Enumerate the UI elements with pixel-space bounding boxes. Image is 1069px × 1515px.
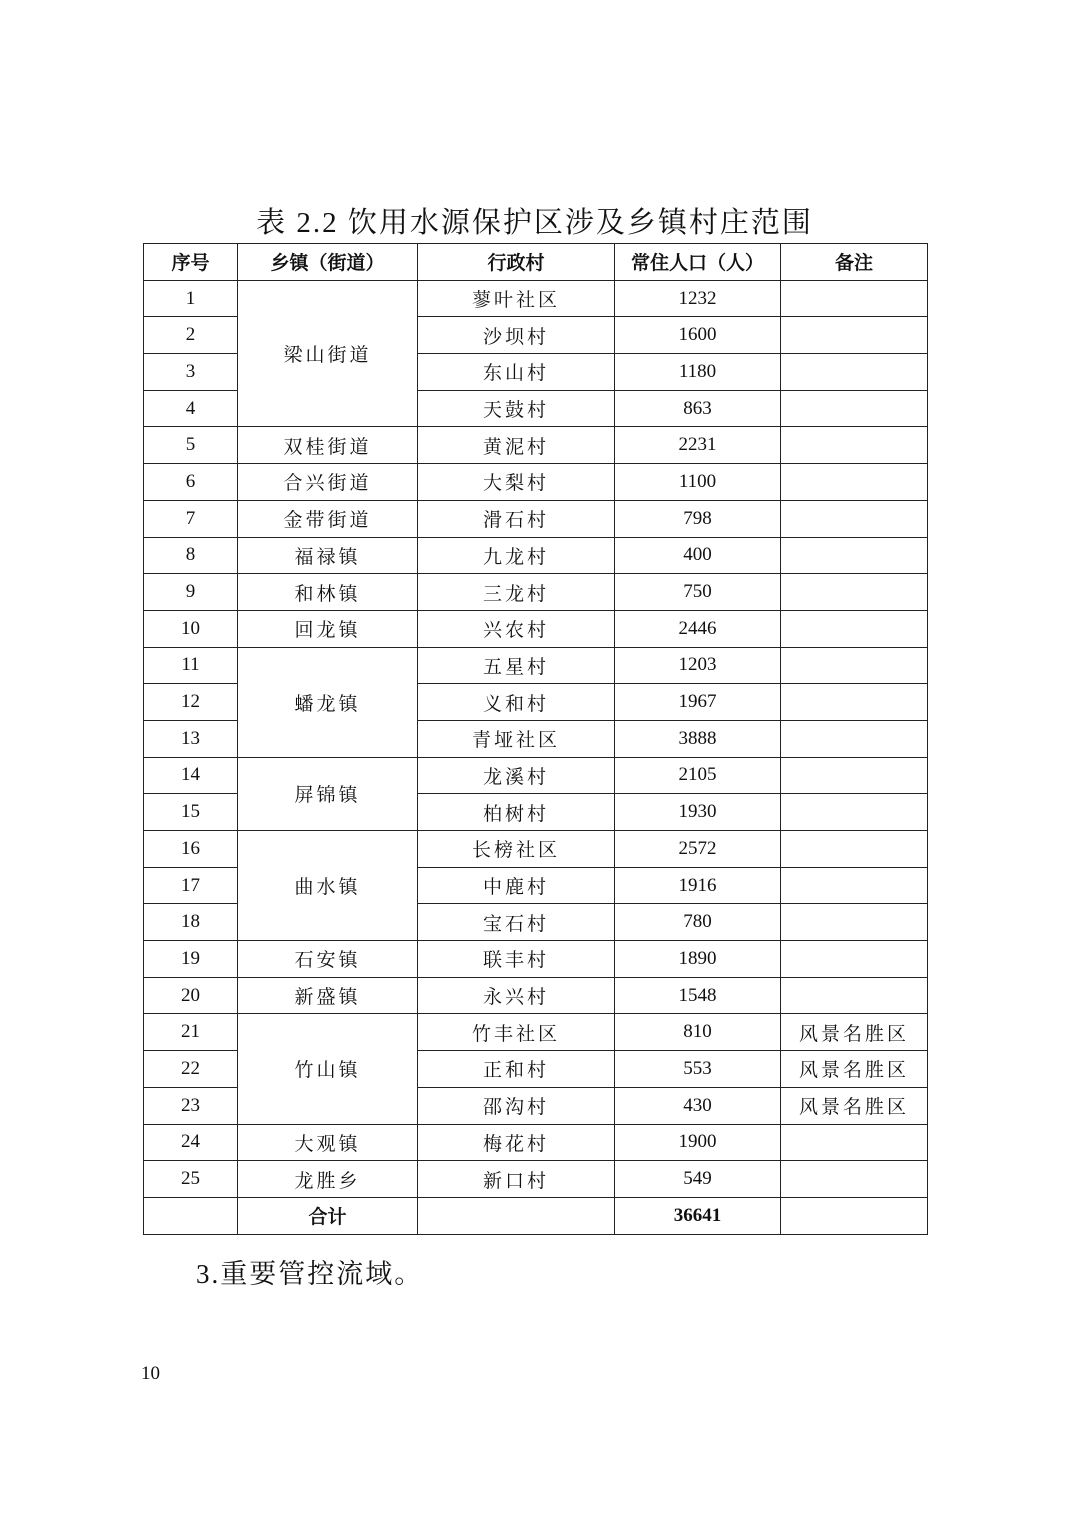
cell-note [781,427,928,464]
cell-population: 1967 [615,684,781,721]
cell-no: 17 [144,867,238,904]
cell-village: 三龙村 [418,574,615,611]
header-note: 备注 [781,244,928,281]
table-row [144,977,928,1014]
cell-village: 新口村 [418,1161,615,1198]
cell-no: 21 [144,1014,238,1051]
cell-population: 863 [615,390,781,427]
table-row [144,831,928,868]
header-no: 序号 [144,244,238,281]
cell-note [781,977,928,1014]
cell-town: 和林镇 [238,574,418,611]
cell-note [781,317,928,354]
cell-town: 双桂街道 [238,427,418,464]
cell-village: 蓼叶社区 [418,280,615,317]
cell-population: 798 [615,500,781,537]
cell-no: 5 [144,427,238,464]
cell-town: 龙胜乡 [238,1161,418,1198]
header-population: 常住人口（人） [615,244,781,281]
cell-no: 20 [144,977,238,1014]
cell-population: 400 [615,537,781,574]
table-row [144,941,928,978]
cell-no: 19 [144,941,238,978]
cell-note [781,464,928,501]
cell-town: 福禄镇 [238,537,418,574]
table-row [144,1161,928,1198]
cell-population: 2105 [615,757,781,794]
cell-village [418,1197,615,1234]
cell-note [781,390,928,427]
cell-village: 龙溪村 [418,757,615,794]
cell-note [781,610,928,647]
cell-village: 青垭社区 [418,720,615,757]
table-row [144,1124,928,1161]
cell-note [781,941,928,978]
cell-village: 滑石村 [418,500,615,537]
cell-town: 新盛镇 [238,977,418,1014]
cell-village: 竹丰社区 [418,1014,615,1051]
cell-town: 蟠龙镇 [238,647,418,757]
section-heading: 3.重要管控流域。 [196,1259,424,1289]
cell-no: 9 [144,574,238,611]
cell-no: 2 [144,317,238,354]
table-row [144,427,928,464]
cell-village: 正和村 [418,1051,615,1088]
table-row [144,464,928,501]
table-header-row [144,244,928,281]
cell-population: 553 [615,1051,781,1088]
cell-village: 长榜社区 [418,831,615,868]
cell-town: 屏锦镇 [238,757,418,830]
cell-note [781,684,928,721]
cell-population: 1600 [615,317,781,354]
cell-note: 风景名胜区 [781,1087,928,1124]
cell-population: 2231 [615,427,781,464]
cell-population: 1203 [615,647,781,684]
cell-no: 1 [144,280,238,317]
cell-village: 沙坝村 [418,317,615,354]
total-row [144,1197,928,1234]
cell-town: 曲水镇 [238,831,418,941]
cell-note [781,867,928,904]
cell-no: 6 [144,464,238,501]
cell-note [781,1161,928,1198]
cell-village: 五星村 [418,647,615,684]
cell-village: 天鼓村 [418,390,615,427]
cell-population: 1100 [615,464,781,501]
cell-no: 22 [144,1051,238,1088]
cell-village: 柏树村 [418,794,615,831]
cell-population: 1180 [615,354,781,391]
cell-village: 邵沟村 [418,1087,615,1124]
cell-population: 2446 [615,610,781,647]
header-town: 乡镇（街道） [238,244,418,281]
cell-village: 兴农村 [418,610,615,647]
cell-village: 宝石村 [418,904,615,941]
header-village: 行政村 [418,244,615,281]
cell-no: 4 [144,390,238,427]
cell-village: 中鹿村 [418,867,615,904]
cell-population: 2572 [615,831,781,868]
cell-population: 750 [615,574,781,611]
cell-note [781,537,928,574]
total-population: 36641 [615,1197,781,1234]
cell-village: 大梨村 [418,464,615,501]
cell-population: 1548 [615,977,781,1014]
total-label: 合计 [238,1197,418,1234]
table-row [144,280,928,317]
cell-population: 1232 [615,280,781,317]
cell-note [781,720,928,757]
cell-population: 780 [615,904,781,941]
cell-no: 15 [144,794,238,831]
cell-note [781,904,928,941]
table-caption: 表 2.2 饮用水源保护区涉及乡镇村庄范围 [256,207,813,239]
cell-population: 549 [615,1161,781,1198]
cell-note [781,1197,928,1234]
cell-no: 25 [144,1161,238,1198]
cell-no: 12 [144,684,238,721]
cell-note [781,354,928,391]
cell-no: 8 [144,537,238,574]
cell-town: 合兴街道 [238,464,418,501]
cell-note [781,757,928,794]
cell-no: 16 [144,831,238,868]
cell-note: 风景名胜区 [781,1014,928,1051]
cell-population: 810 [615,1014,781,1051]
cell-note [781,280,928,317]
cell-note [781,574,928,611]
cell-no: 23 [144,1087,238,1124]
cell-note [781,831,928,868]
cell-town: 回龙镇 [238,610,418,647]
table-row [144,757,928,794]
cell-village: 黄泥村 [418,427,615,464]
table-row [144,537,928,574]
cell-note [781,794,928,831]
population-table [143,243,928,1235]
cell-population: 430 [615,1087,781,1124]
table-row [144,647,928,684]
cell-no: 7 [144,500,238,537]
cell-no: 3 [144,354,238,391]
table-row [144,1014,928,1051]
cell-no: 13 [144,720,238,757]
cell-no: 14 [144,757,238,794]
cell-town: 金带街道 [238,500,418,537]
cell-no [144,1197,238,1234]
page-number: 10 [141,1363,160,1384]
cell-note: 风景名胜区 [781,1051,928,1088]
cell-town: 梁山街道 [238,280,418,427]
cell-village: 义和村 [418,684,615,721]
cell-population: 1900 [615,1124,781,1161]
table-row [144,500,928,537]
cell-population: 1890 [615,941,781,978]
cell-village: 永兴村 [418,977,615,1014]
table-row [144,574,928,611]
table-row [144,610,928,647]
cell-town: 竹山镇 [238,1014,418,1124]
cell-no: 10 [144,610,238,647]
cell-town: 大观镇 [238,1124,418,1161]
cell-population: 1916 [615,867,781,904]
cell-village: 东山村 [418,354,615,391]
cell-village: 九龙村 [418,537,615,574]
cell-village: 联丰村 [418,941,615,978]
cell-note [781,1124,928,1161]
cell-no: 18 [144,904,238,941]
cell-town: 石安镇 [238,941,418,978]
cell-note [781,500,928,537]
cell-population: 3888 [615,720,781,757]
cell-no: 24 [144,1124,238,1161]
cell-population: 1930 [615,794,781,831]
cell-village: 梅花村 [418,1124,615,1161]
cell-no: 11 [144,647,238,684]
cell-note [781,647,928,684]
